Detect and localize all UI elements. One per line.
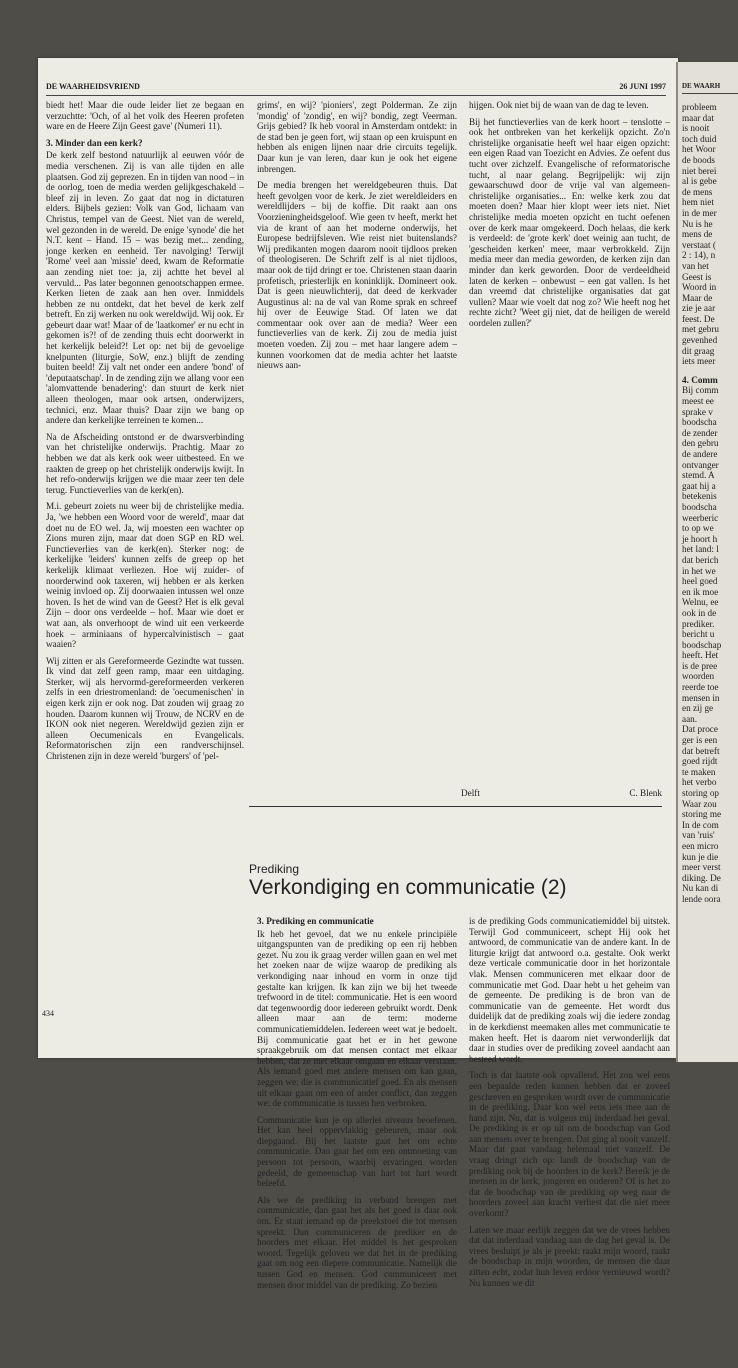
- adjacent-page-line: bericht u: [682, 629, 715, 640]
- adjacent-page-line: is de pree: [682, 660, 718, 671]
- adjacent-page-line: en zij ge: [682, 703, 714, 714]
- adjacent-page-line: boodscha: [682, 501, 717, 512]
- adjacent-page-line: gaat hij a: [682, 480, 716, 491]
- section-heading: 3. Minder dan een kerk?: [46, 137, 143, 148]
- paragraph: M.i. gebeurt zoiets nu weer bij de christelijke media. Ja, 'we hebben een Woord voor de wereld', maar dat doet nu de EO wel. Ja, wij moesten een wachter op Zions muren zijn, maar dat doen SGP en RD wel. Functieverlies van de kerk(en). Sterker nog: de kerkelijke 'leiders' kunnen zelfs de greep op het kerkelijk klimaat verliezen. Hoe wij zuider- of noorderwind ook taxeren, wij hebben er als kerken weinig invloed op. Zij doorwaaien intussen wel onze hoven. Is het de wind van de Geest? Het is elk geval Zijn – door ons verdeelde – hof. Maar wie doet er wat aan, als onverhoopt de wind uit een verkeerde hoek – arminiaans of hypercalvinistisch – gaat waaien?: [46, 501, 244, 650]
- adjacent-page-line: weerberic: [682, 512, 719, 523]
- column-2-top: [257, 100, 457, 488]
- adjacent-page-line: de boods: [682, 154, 715, 165]
- adjacent-page-line: van het: [682, 260, 709, 271]
- adjacent-page-line: is nooit: [682, 123, 710, 134]
- section-label: Prediking: [249, 862, 300, 876]
- spacer: [682, 367, 738, 375]
- byline-place: Delft: [461, 788, 480, 798]
- adjacent-page-line: storing me: [682, 809, 722, 820]
- adjacent-page-line: aan.: [682, 713, 698, 724]
- adjacent-page-line: iets meer: [682, 356, 716, 367]
- paragraph: Ik heb het gevoel, dat we nu enkele principiële uitgangspunten van de prediking op een rij hebben gezet. Nu zou ik graag verder willen gaan en wel met het zoeken naar de wijze waarop de prediking als verkondiging naar inhoud en vorm in onze tijd gestalte kan krijgen. Ik kan zijn we bij het tweede trefwoord in de titel: communicatie. Het is een woord dat tegenwoordig door iedereen gebruikt wordt. Denk alleen maar aan de term: moderne communicatiemiddelen. Iedereen weet wat je bedoelt. Bij communicatie gaat het er in het gewone spraakgebruik om dat mensen contact met elkaar hebben, dat ze met elkaar omgaan en elkaar verstaan. Als iemand goed met andere mensen om kan gaan, zeggen we: die is communicatief goed. En als mensen uit elkaar gaan om een of ander conflict, dan zeggen we: de communicatie is tussen hen verbroken.: [257, 928, 457, 1109]
- adjacent-page-line: meest ee: [682, 396, 714, 407]
- adjacent-page-line: ger is een: [682, 735, 718, 746]
- adjacent-page-line: woorden: [682, 671, 715, 682]
- paragraph: grims', en wij? 'pioniers', zegt Polderman. Ze zijn 'mondig' of 'zondig', en wij? bondig, zegt Veerman. Grijs gebied? Ik heb vooral in Amsterdam ontdekt: in de stad ben je geen fort, wij staan op een kruispunt en hebben als enigen lijnen naar drie circuits tegelijk. Daar kun je van leren, daar kun je ook het eigene inbrengen.: [257, 100, 457, 174]
- article-2-column-2: [469, 916, 670, 1368]
- adjacent-page-line: Nu kan di: [682, 883, 719, 894]
- adjacent-page-line: zie je aar: [682, 303, 716, 314]
- adjacent-page-line: heeft. Het: [682, 650, 719, 661]
- adjacent-page-line: feest. De: [682, 313, 715, 324]
- paragraph: Wij zitten er als Gereformeerde Gezindte wat tussen. Ik vind dat zelf geen ramp, maar een uitdaging. Sterker, wij als hervormd-gereformeerden verkeren zelfs in een driestromenland: de 'oecumenischen' in eigen kerk zijn er ook nog. Dat zouden wij graag zo houden. Daarom kunnen wij Trouw, de NCRV en de IKON ook niet negeren. Wereldwijd gezien zijn er alleen Oecumenicals en Evangelicals. Reformatorischen zijn een randverschijnsel. Christenen zijn in deze wereld 'burgers' of 'pel-: [46, 655, 244, 762]
- adjacent-page-line: to op we: [682, 523, 714, 534]
- adjacent-page-line: Waar zou: [682, 798, 717, 809]
- article-byline: [461, 788, 662, 798]
- adjacent-page-line: reerde toe: [682, 682, 719, 693]
- adjacent-page-line: ontvanger: [682, 459, 719, 470]
- adjacent-page-line: toch duid: [682, 133, 717, 144]
- paragraph: biedt het! Maar die oude leider liet ze begaan en verzuchtte: 'Och, of al het volk des Heeren profeten ware en de Heere Zijn Geest gave' (Numeri 11).: [46, 100, 244, 132]
- adjacent-page-line: al is gebe: [682, 176, 717, 187]
- adjacent-page-line: ook in de: [682, 607, 717, 618]
- adjacent-page-line: niet berei: [682, 165, 717, 176]
- adjacent-page-line: storing op: [682, 788, 720, 798]
- adjacent-page-line: sprake v: [682, 406, 713, 417]
- adjacent-page-line: meer verst: [682, 862, 721, 873]
- adjacent-page-line: lende oora: [682, 893, 721, 904]
- adjacent-page-line: hem niet: [682, 197, 714, 208]
- adjacent-page-line: betekenis: [682, 491, 717, 502]
- adjacent-page-line: de mens: [682, 186, 713, 197]
- paragraph: Laten we maar eerlijk zeggen dat we de vrees hebben dat dat inderdaad vandaag aan de dag het geval is. De vrees besluipt je als je preekt: raakt mijn woord, raakt de boodschap in mijn woorden, de mensen die daar zitten echt, zodat hun leven erdoor vernieuwd wordt? Nu kunnen we dit: [469, 1224, 670, 1288]
- adjacent-page-line: mensen in: [682, 692, 720, 703]
- adjacent-page-line: in het we: [682, 565, 716, 576]
- publication-name: DE WAARHEIDSVRIEND: [46, 82, 140, 91]
- adjacent-page-line: prediker.: [682, 618, 715, 629]
- adjacent-page-line: Geest is: [682, 271, 712, 282]
- adjacent-page-line: stemd. A: [682, 470, 715, 481]
- issue-date: 26 JUNI 1997: [619, 82, 666, 91]
- adjacent-page-line: te maken: [682, 766, 716, 777]
- adjacent-page-line: gevenhed: [682, 335, 718, 346]
- adjacent-page-line: den gebru: [682, 438, 719, 449]
- adjacent-page-line: Nu is he: [682, 218, 713, 229]
- adjacent-page-line: dat betreft: [682, 745, 720, 756]
- adjacent-page-line: In de com: [682, 819, 719, 830]
- adjacent-page-text: [682, 102, 738, 905]
- adjacent-page-line: mens de: [682, 229, 713, 240]
- column-3-top: [469, 100, 670, 488]
- adjacent-page-line: Woord in: [682, 282, 717, 293]
- paragraph: Toch is dat laatste ook opvallend. Het zou wel eens een bepaalde reden kunnen hebben dat er zoveel geschreven en gesproken wordt over de communicatie in de prediking. Daar kon wel eens iets mee aan de hand zijn. Nu, dat is volgens mij inderdaad het geval. De prediking is er op uit om de boodschap van God aan mensen over te brengen. Dat ging al nooit vanzelf. Maar dat gaat vandaag helemaal niet vanzelf. De vraag dringt zich op: landt de boodschap van de prediking ook bij de hoorders in de kerk? Bereik je de mensen in de kerk, jongeren en ouderen? Of is het zo dat de boodschap van de prediking op weg naar de hoorders zoveel aan kracht verliest dat die niet meer overkomt?: [469, 1070, 670, 1219]
- adjacent-page-line: heel goed: [682, 576, 718, 587]
- adjacent-page-line: de zender: [682, 427, 718, 438]
- adjacent-page-line: boodschap: [682, 639, 722, 650]
- adjacent-page-line: Welnu, ee: [682, 597, 719, 608]
- adjacent-page-line: in de mer: [682, 207, 717, 218]
- adjacent-page-line: Bij comm: [682, 385, 719, 396]
- paragraph: is de prediking Gods communicatiemiddel bij uitstek. Terwijl God communiceert, schept Hij ook het antwoord, de communicatie van de andere kant. In de liturgie krijgt dat antwoord o.a. gestalte. Ook werkt deze verticale communicatie door in het horizontale vlak. Mensen communiceren met elkaar door de communicatie met God. Daar hebt u het geheim van de gemeente. De prediking is de bron van de communicatie van de gemeente. Het wordt dus duidelijk dat de prediking zoals wij die iedere zondag in de kerkdienst meemaken alles met communicatie te maken heeft. Het is daarom niet verwonderlijk dat daar in studies over de prediking zoveel aandacht aan besteed wordt.: [469, 916, 670, 1064]
- section-heading: 3. Prediking en communicatie: [257, 916, 374, 926]
- paragraph: hijgen. Ook niet bij de waan van de dag te leven.: [469, 100, 649, 110]
- adjacent-page-line: een micro: [682, 840, 719, 851]
- adjacent-page-line: van 'ruis': [682, 830, 715, 841]
- adjacent-page-line: het land: l: [682, 544, 719, 555]
- adjacent-page-line: probleem: [682, 102, 717, 112]
- adjacent-page-line: Dat proce: [682, 724, 718, 735]
- adjacent-page-line: dit graag: [682, 345, 715, 356]
- column-1: [46, 100, 244, 960]
- adjacent-page-line: kun je die: [682, 851, 719, 862]
- page-number: 434: [42, 1009, 54, 1018]
- byline-author: C. Blenk: [629, 788, 662, 798]
- adjacent-page-line: goed rijdt: [682, 756, 718, 767]
- page-header: [46, 82, 666, 96]
- adjacent-page-line: met gebru: [682, 324, 719, 335]
- adjacent-page: [676, 62, 738, 1062]
- adjacent-page-line: het Woor: [682, 144, 716, 155]
- paragraph: Als we de prediking in verband brengen met communicatie, dan gaat het als het goed is daar ook om. Er staat iemand op de preekstoel die tot mensen spreekt. Dan communiceren de prediker en de hoorders met elkaar. Het middel is het gesproken woord. Tegelijk geloven we dat het in de prediking gaat om nog een diepere communicatie. Namelijk die tussen God en mensen. God communiceert met mensen door middel van de prediking. Zo bezien: [257, 1194, 457, 1290]
- adjacent-page-line: het verbo: [682, 777, 717, 788]
- article-title: Verkondiging en communicatie (2): [249, 876, 567, 899]
- paragraph: Communicatie kun je op allerlei niveaus beoefenen. Het kan heel oppervlakkig gebeuren, maar ook diepgaand. Bij het laatste gaat het om echte communicatie. Dan gaat het om een ontmoeting van persoon tot persoon, waarbij ervaringen worden gedeeld, de gemeenschap van hart tot hart wordt beleefd.: [257, 1114, 457, 1189]
- adjacent-page-line: diking. De: [682, 872, 721, 883]
- adjacent-page-header: DE WAARH: [682, 82, 738, 94]
- adjacent-page-line: dat berich: [682, 554, 719, 565]
- adjacent-page-line: maar dat: [682, 112, 714, 123]
- adjacent-page-line: 2 : 14), n: [682, 250, 716, 261]
- adjacent-page-line: de andere: [682, 449, 718, 459]
- adjacent-page-line: verstaat (: [682, 239, 716, 250]
- paragraph: Na de Afscheiding ontstond er de dwarsverbinding van het christelijke onderwijs. Prachtig. Maar zo hebben we dat als kerk ook weer uitbesteed. En we raakten de greep op het christelijk onderwijs kwijt. In het refo-onderwijs krijgen we die maar zeer ten dele terug. Functieverlies van de kerk(en).: [46, 431, 244, 495]
- adjacent-page-line: en ik moe: [682, 586, 719, 597]
- adjacent-page-line: je hoort h: [682, 533, 718, 544]
- article-2-column-1: [257, 916, 457, 1368]
- adjacent-page-line: 4. Comm: [682, 374, 718, 385]
- paragraph: Bij het functieverlies van de kerk hoort – tenslotte – ook het ontbreken van het kerkelijk opzicht. Zo'n christelijke organisatie heeft wel haar eigen opzicht: een eigen Raad van Toezicht en Advies. Ze oefent dus tucht over zichzelf. Evangelische of reformatorische tucht, al naar gelang. Begrijpelijk: wij zijn gewaarschuwd door de vrije val van algemeen-christelijke organisaties... En: welke kerk zou dat moeten doen? Maar hier klopt weer iets niet. Niet christelijke media moeten opzicht en tucht oefenen over de kerk maar omgekeerd. Doch helaas, die kerk is verdeeld: de 'grote kerk' doet weinig aan tucht, de 'gescheiden kerken' meer, maar verbrokkeld. Zijn media meer dan media geworden, de kerken zijn dan minder dan kerk geworden. Door de verdeeldheid laten de kerken – onbewust – een gat vallen. Is het dan vreemd dat christelijke organisaties dat gat vullen? Maar wie voelt dat nog zo? Wie heeft nog het rechte zicht? 'Weet gij niet, dat de heiligen de wereld oordelen zullen?': [469, 116, 670, 328]
- magazine-page: [38, 58, 678, 1290]
- paragraph: De media brengen het wereldgebeuren thuis. Dat heeft gevolgen voor de kerk. Je ziet wereldleiders en wereldlijders – bij de koffie. Dit raakt aan ons Voorzieningheidsgeloof. Wie geen tv heeft, merkt het via de krant of aan het moderne onderwijs, het Europese bedrijfsleven. Wie reist niet buitenslands? Wij predikanten mogen daarom nooit tijdloos preken of theologiseren. De Schrift zelf is al niet tijdloos, maar ook de tijd dringt er toe. Christenen staan daarin profetisch, priesterlijk en koninklijk. Domineert ook. Dat is geen nieuwlichterij, dat deed de kerkvader Augustinus al: na de val van Rome sprak en schreef hij over de Eeuwige Stad. Of laten we dat commentaar ook over aan de media? Weer een functieverlies van de kerk. Zij zou de media juist moeten voeden. Zij zou – met haar langere adem – kunnen voorkomen dat de media achter het laatste nieuws aan-: [257, 180, 457, 371]
- section-divider: [249, 806, 662, 807]
- adjacent-page-line: boodscha: [682, 417, 717, 428]
- paragraph: De kerk zelf bestond natuurlijk al eeuwen vóór de media verschenen. Zij is van alle tijden en alle plaatsen. God zij geprezen. En in tijden van nood – in de oorlog, toen de media werden gelijkgeschakeld – bleef zij in leven. Zo gaat dat nog in dictaturen elders. Bijbels gezien: Volk van God, lichaam van Christus, tempel van de Geest. Niet van de wereld, wel gezonden in de wereld. De enige 'synode' die het N.T. kent – Hand. 15 – was bezig met... zending, jonge kerken en eenheid. Ter navolging! Terwijl 'Rome' veel aan 'missie' deed, kwam de Reformatie aan zending niet toe: ja, zij achtte het bevel al vervuld... Pas later begonnen genootschappen ermee. Kerken lieten de zaak aan hen over. Inmiddels hebben ze nu ontdekt, dat het bevel de kerk zelf betreft. En zij werken nu ook wereldwijd. Wij ook. Er gebeurt daar wat! Maar of de 'laatkomer' er nu echt in gekomen is?! of de zending thuis echt doorwerkt in het kerkelijk beleid?! Let op: net bij de gevoelige knelpunten (liturgie, SoW, enz.) blijft de zending buiten beeld! Zij valt net onder een andere 'bond' of 'deputaatschap'. In de zending zijn we allang voor een 'alomvattende benadering': dan stuurt de kerk niet alleen theologen, maar ook artsen, onderwijzers, technici, enz. Maar thuis? Daar zijn we bang op andere dan kerkelijke terreinen te komen...: [46, 150, 244, 426]
- adjacent-page-line: Maar de: [682, 292, 713, 303]
